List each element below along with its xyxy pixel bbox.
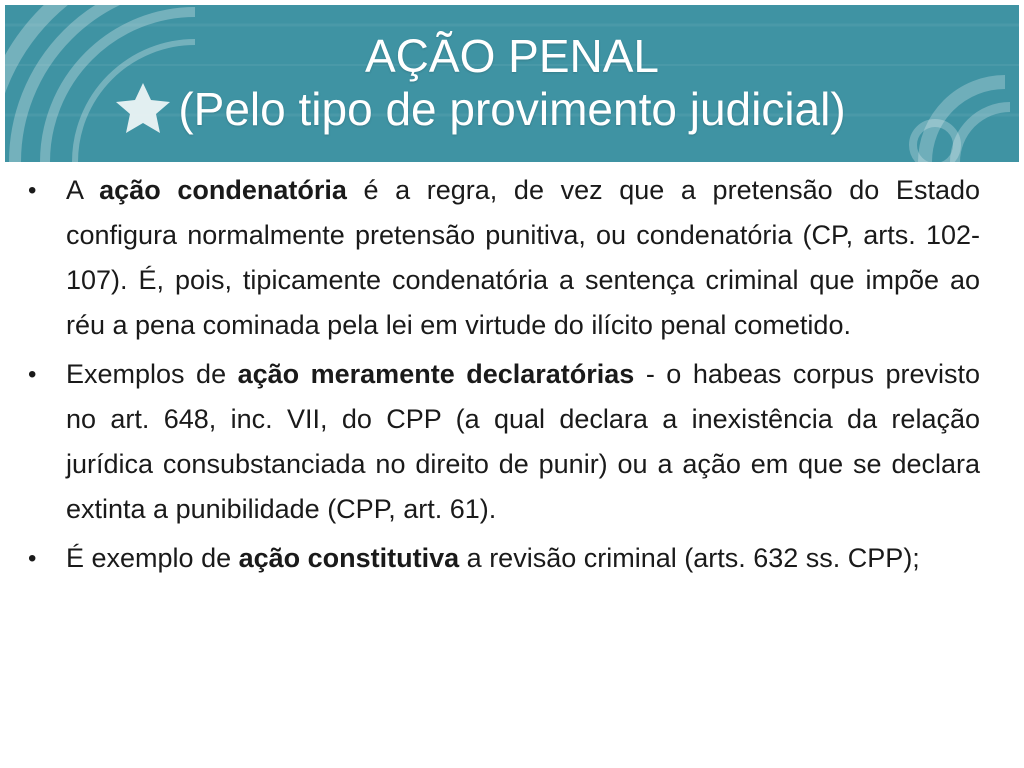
bullet-2-post: - o habeas corpus previsto no art. 648, inc. VII, do CPP (a qual declara a inexistência da relação jurídica consubstanciada no direito de punir) ou a ação em que se declara extinta a punibilidade (CPP, art. 61). [66, 359, 980, 524]
bullet-2-bold: ação meramente declaratórias [237, 359, 635, 389]
title-line-2: (Pelo tipo de provimento judicial) [178, 82, 846, 135]
bullet-item-3 [28, 536, 980, 581]
bullet-3-post: a revisão criminal (arts. 632 ss. CPP); [459, 543, 920, 573]
bullet-1-post: é a regra, de vez que a pretensão do Estado configura normalmente pretensão punitiva, ou condenatória (CP, arts. 102-107). É, pois, tipicamente condenatória a sentença criminal que impõe ao réu a pena cominada pela lei em virtude do ilícito penal cometido. [66, 175, 980, 340]
bullet-icon: • [28, 177, 37, 204]
bullet-item-2 [28, 352, 980, 532]
bullet-3-pre: É exemplo de [66, 543, 239, 573]
bullet-icon: • [28, 545, 37, 572]
slide-body [28, 168, 980, 585]
bullet-3-bold: ação constitutiva [238, 543, 460, 573]
bullet-1-bold: ação condenatória [99, 175, 347, 205]
slide-title [0, 30, 1024, 136]
bullet-icon: • [28, 361, 37, 388]
title-line-1: AÇÃO PENAL [365, 30, 659, 82]
bullet-1-pre: A [66, 175, 100, 205]
bullet-item-1 [28, 168, 980, 348]
bullet-2-pre: Exemplos de [66, 359, 238, 389]
